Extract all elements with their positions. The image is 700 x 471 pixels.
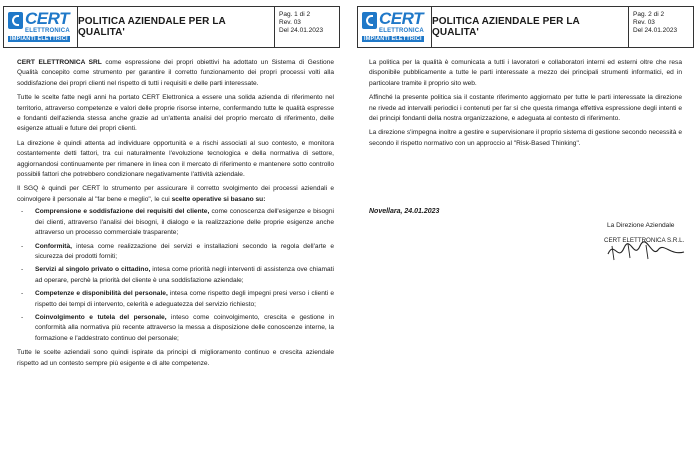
paragraph: Affinché la presente politica sia il costante riferimento aggiornato per tutte le parti interessate la direzione ne rivede ad intervalli periodici i contenuti per far sì che questa rimanga effettiva espressione degli intenti e dei principi fondanti della nostra organizzazione, e adeguata al contesto di riferimento. bbox=[369, 94, 682, 123]
place-and-date: Novellara, 24.01.2023 bbox=[369, 208, 440, 215]
paragraph: La direzione s'impegna inoltre a gestire e supervisionare il proprio sistema di gestione secondo necessità e secondo il rispetto normativo con un approccio al "Risk-Based Thinking". bbox=[369, 129, 682, 147]
cert-logo-icon bbox=[362, 12, 377, 29]
page-number: Pag. 2 di 2 bbox=[633, 11, 665, 18]
logo-line2: IMPIANTI ELETTRICI bbox=[10, 36, 68, 42]
document-meta bbox=[629, 7, 693, 47]
document-title: POLITICA AZIENDALE PER LA QUALITA' bbox=[432, 7, 629, 47]
paragraph: La politica per la qualità è comunicata a tutti i lavoratori e collaboratori interni ed esterni oltre che resa disponibile pubblicamente a tutte le parti interessate a mezzo dei principali strumenti informatici, ed in particolare tramite il proprio sito web. bbox=[369, 59, 682, 87]
page-number: Pag. 1 di 2 bbox=[279, 11, 311, 18]
item-heading: Comprensione e soddisfazione dei requisiti del cliente, bbox=[35, 208, 210, 216]
list-item bbox=[31, 265, 334, 286]
item-heading: Competenze e disponibilità del personale, bbox=[35, 290, 168, 298]
logo-line1: ELETTRONICA bbox=[25, 28, 70, 34]
list-item bbox=[31, 207, 334, 238]
page-header bbox=[357, 6, 694, 48]
paragraph: Tutte le scelte fatte negli anni ha portato CERT Elettronica a essere una solida azienda di riferimento nel territorio, attraverso competenze e valori delle proprie risorse interne, confermando tutte le qualità espresse e fondanti dell'azienda stessa anche grazie ad un'attenta analisi del proprio mercato di riferimento, delle esigenze attuali e future dei propri clienti. bbox=[17, 94, 334, 133]
logo-line1: ELETTRONICA bbox=[379, 28, 424, 34]
revision-date: Del 24.01.2023 bbox=[279, 27, 324, 34]
signatory-title: La Direzione Aziendale bbox=[607, 222, 675, 229]
item-text: intesa come rispetto degli impegni presi verso i clienti e rispetto dei tempi di intervento, celerità e adeguatezza del servizio richiesto; bbox=[35, 290, 334, 308]
logo-line2: IMPIANTI ELETTRICI bbox=[364, 36, 422, 42]
list-item bbox=[31, 289, 334, 310]
document-page-2 bbox=[357, 0, 694, 471]
company-logo bbox=[358, 7, 432, 47]
paragraph-text: Il SGQ è quindi per CERT lo strumento per assicurare il corretto svolgimento dei processi aziendali e coinvolgere il personale al "far bene e meglio", le cui bbox=[17, 185, 334, 203]
paragraph-text: come espressione dei propri obiettivi ha adottato un Sistema di Gestione Qualità concepito come strumento per garantire il corretto funzionamento dei propri processi volti alla soddisfazione dei propri clienti nel rispetto di tutti i requisiti e delle parti interessate. bbox=[17, 59, 334, 87]
paragraph bbox=[17, 184, 334, 205]
page-body bbox=[17, 58, 334, 373]
item-text: intesa come realizzazione dei servizi e installazioni secondo la regola dell'arte e sicurezza dei prodotti forniti; bbox=[35, 242, 334, 260]
item-heading: Coinvolgimento e tutela del personale, bbox=[35, 313, 167, 321]
logo-brand: CERT bbox=[379, 9, 423, 28]
page-body bbox=[369, 58, 682, 153]
item-text: intesa come priorità negli interventi di assistenza ove chiamati ad operare, perchè la priorità del cliente è una soddisfazione aziendale; bbox=[35, 266, 334, 284]
list-item bbox=[31, 242, 334, 263]
item-text: inteso come coinvolgimento, crescita e gestione in conformità alla normativa più recente attraverso la messa a disposizione delle conoscenze interne, la formazione e l'addestrato continuo del personale; bbox=[35, 313, 334, 342]
stamp-text: CERT ELETTRONICA S.R.L. bbox=[604, 237, 685, 244]
revision: Rev. 03 bbox=[633, 19, 655, 26]
company-name: CERT ELETTRONICA SRL bbox=[17, 59, 102, 66]
logo-brand: CERT bbox=[25, 9, 69, 28]
revision: Rev. 03 bbox=[279, 19, 301, 26]
document-title: POLITICA AZIENDALE PER LA QUALITA' bbox=[78, 7, 275, 47]
item-text: come conoscenza dell'esigenze e bisogni dei clienti, attraverso l'analisi dei bisogni, il dialogo e la realizzazione delle proprie esigenze anche attraverso un processo commerciale trasparente; bbox=[35, 208, 334, 237]
signature-stamp bbox=[600, 232, 690, 264]
paragraph: La direzione è quindi attenta ad individuare opportunità e a rischi associati al suo contesto, e monitora costantemente detti fattori, tra cui naturalmente l'evoluzione tecnologica e della normativa di settore, aggiornandosi continuamente per rimanere in linea con il mercato di riferimento e mantenere sotto controllo possibili fattori che potrebbero condizionare negativamente l'attività aziendale. bbox=[17, 139, 334, 179]
paragraph: Tutte le scelte aziendali sono quindi ispirate da principi di miglioramento continuo e crescita aziendale rispetto ad un contesto sempre più esigente e di alte competenze. bbox=[17, 349, 334, 367]
revision-date: Del 24.01.2023 bbox=[633, 27, 678, 34]
cert-logo-icon bbox=[8, 12, 23, 29]
company-logo bbox=[4, 7, 78, 47]
paragraph-bold: scelte operative si basano su: bbox=[171, 195, 266, 203]
list-item bbox=[31, 313, 334, 344]
item-heading: Conformità, bbox=[35, 242, 72, 250]
document-page-1 bbox=[3, 0, 340, 471]
operative-choices-list bbox=[17, 207, 334, 344]
page-header bbox=[3, 6, 340, 48]
item-heading: Servizi al singolo privato o cittadino, bbox=[35, 266, 151, 274]
document-meta bbox=[275, 7, 339, 47]
paragraph bbox=[17, 58, 334, 89]
